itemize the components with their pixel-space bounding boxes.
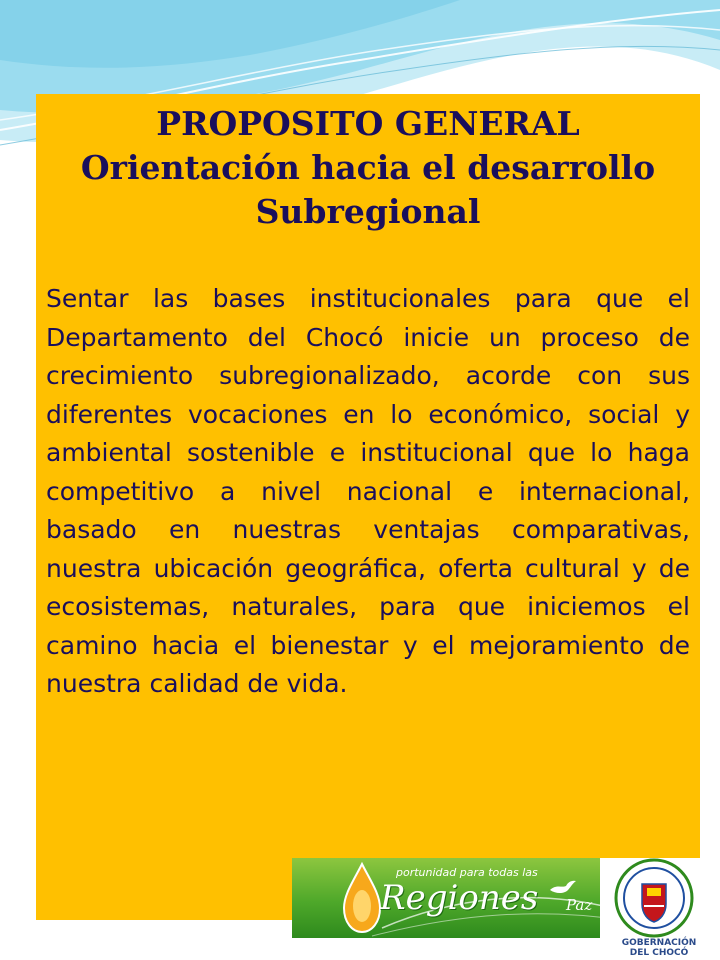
dove-icon — [548, 878, 578, 898]
banner-paz-text: Paz — [566, 896, 593, 914]
title-line-1: PROPOSITO GENERAL — [156, 104, 580, 143]
slide-title — [36, 102, 700, 234]
banner-regiones-text: Regiones — [380, 878, 539, 918]
drop-logo-icon — [340, 860, 384, 936]
seal-caption — [604, 938, 714, 958]
gobernacion-seal-icon — [614, 858, 694, 938]
seal-caption-line-2: DEL CHOCÓ — [629, 948, 689, 958]
content-box — [36, 94, 700, 920]
title-line-3: Subregional — [255, 192, 481, 231]
seal-caption-line-1: GOBERNACIÓN — [621, 938, 697, 948]
banner-tagline: portunidad para todas las — [396, 866, 538, 879]
title-line-2: Orientación hacia el desarrollo — [80, 148, 656, 187]
body-paragraph: Sentar las bases institucionales para que el Departamento del Chocó inicie un proceso de crecimiento subregionalizado, acorde con sus diferentes vocaciones en lo económico, social y ambiental sostenible e institucional que lo haga competitivo a nivel nacional e internacional, basado en nuestras ventajas comparativas, nuestra ubicación geográfica, oferta cultural y de ecosistemas, naturales, para que iniciemos el camino hacia el bienestar y el mejoramiento de nuestra calidad de vida. — [46, 284, 690, 698]
